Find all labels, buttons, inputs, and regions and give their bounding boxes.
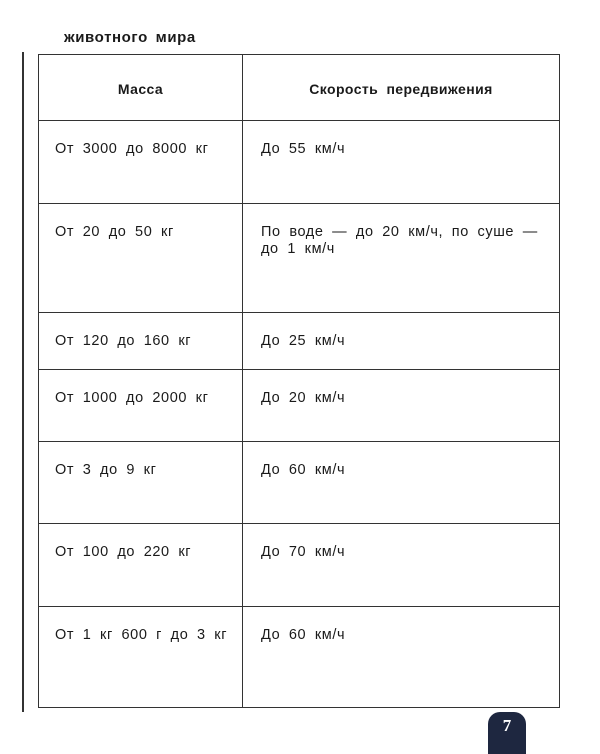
header-speed: Скорость передвижения [309,81,493,97]
table-row [39,204,559,313]
speed-cell: До 55 км/ч [261,141,346,157]
mass-cell: От 100 до 220 кг [39,524,243,606]
table-row [39,524,559,607]
table-header-row [39,55,559,121]
header-mass: Масса [39,55,243,120]
animal-table [38,54,560,708]
margin-rule [22,52,24,712]
mass-cell: От 3000 до 8000 кг [39,121,243,203]
speed-cell: По воде — до 20 км/ч, по суше — до 1 км/ч [261,224,538,257]
speed-cell: До 60 км/ч [261,462,346,478]
table-row [39,607,559,707]
mass-cell: От 3 до 9 кг [39,442,243,523]
table-row [39,121,559,204]
table-row [39,442,559,524]
mass-cell: От 1000 до 2000 кг [39,370,243,441]
table-row [39,313,559,370]
table-row [39,370,559,442]
page-number: 7 [488,712,526,754]
mass-cell: От 20 до 50 кг [39,204,243,312]
section-heading: животного мира [64,29,196,46]
speed-cell: До 25 км/ч [261,333,346,349]
mass-cell: От 1 кг 600 г до 3 кг [39,607,243,707]
speed-cell: До 70 км/ч [261,544,346,560]
speed-cell: До 60 км/ч [261,627,346,643]
mass-cell: От 120 до 160 кг [39,313,243,369]
speed-cell: До 20 км/ч [261,390,346,406]
